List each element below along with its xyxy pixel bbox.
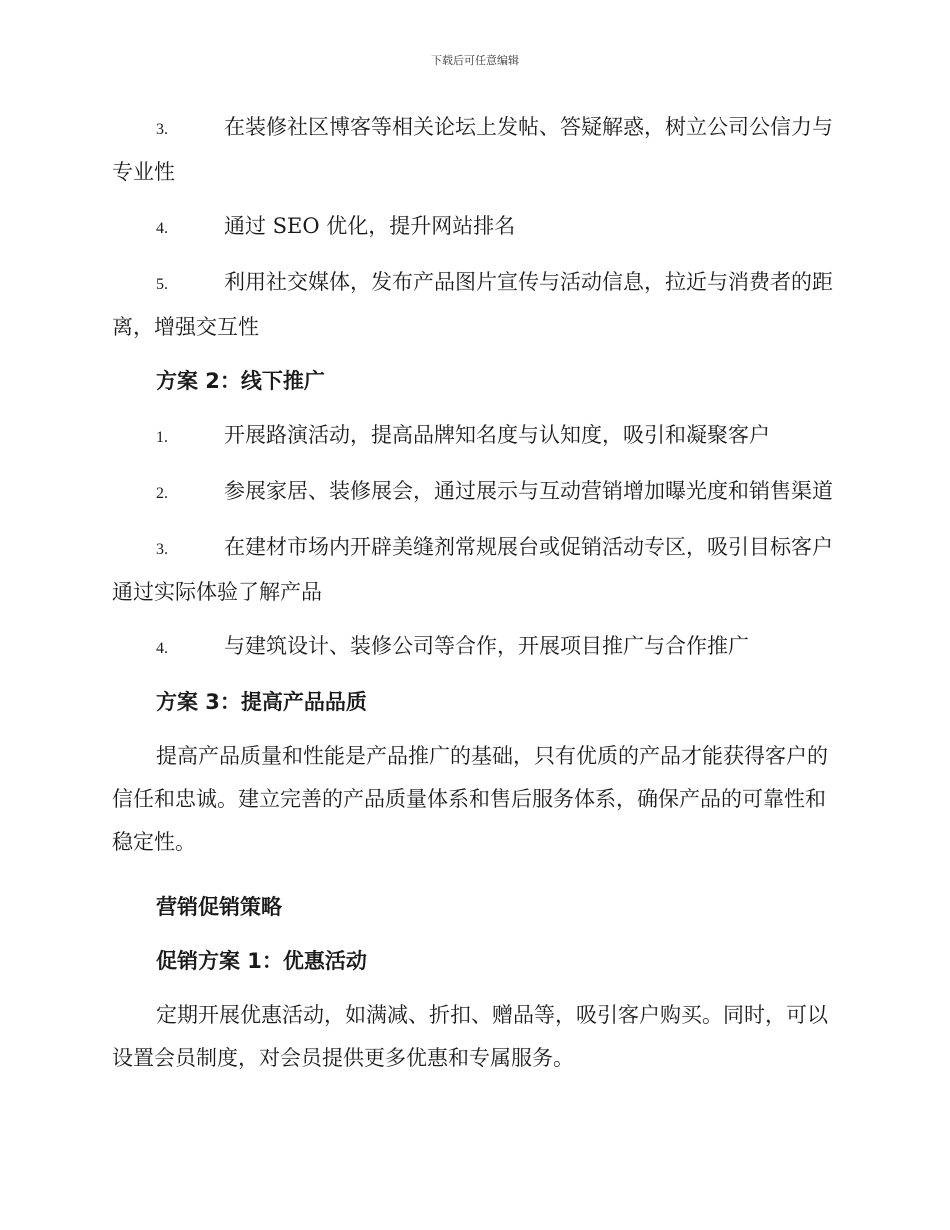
list-item-number: 3. <box>156 121 168 138</box>
list-item-number: 1. <box>156 429 168 446</box>
document-body <box>112 106 834 1091</box>
list-item-number: 4. <box>156 220 168 237</box>
list-item-text: 利用社交媒体，发布产品图片宣传与活动信息，拉近与消费者的距离，增强交互性 <box>112 270 833 339</box>
section-heading-plan-2: 方案 2：线下推广 <box>156 369 325 393</box>
list-item <box>112 526 834 614</box>
list-item-text: 参展家居、装修展会，通过展示与互动营销增加曝光度和销售渠道 <box>224 479 833 503</box>
list-item-text: 与建筑设计、装修公司等合作，开展项目推广与合作推广 <box>224 634 749 658</box>
promotion-plan-1-paragraph: 定期开展优惠活动，如满减、折扣、赠品等，吸引客户购买。同时，可以设置会员制度，对会员提供更多优惠和专属服务。 <box>112 1003 828 1070</box>
list-item-text: 在装修社区博客等相关论坛上发帖、答疑解惑，树立公司公信力与专业性 <box>112 115 833 184</box>
list-item <box>112 261 834 349</box>
page-header: 下载后可任意编辑 <box>431 54 519 67</box>
list-item-text: 开展路演活动，提高品牌知名度与认知度，吸引和凝聚客户 <box>224 423 770 447</box>
list-item-text: 在建材市场内开辟美缝剂常规展台或促销活动专区，吸引目标客户通过实际体验了解产品 <box>112 535 833 604</box>
section-spacer <box>112 875 834 886</box>
section-heading-plan-3: 方案 3：提高产品品质 <box>156 690 367 714</box>
list-item <box>112 625 834 670</box>
list-item-number: 2. <box>156 485 168 502</box>
list-item-number: 5. <box>156 276 168 293</box>
list-item-number: 3. <box>156 541 168 558</box>
section-heading-promotion-plan-1: 促销方案 1：优惠活动 <box>156 949 367 973</box>
list-item <box>112 205 834 250</box>
list-item-text: 通过 SEO 优化，提升网站排名 <box>224 214 516 238</box>
list-item <box>112 106 834 194</box>
plan-3-paragraph: 提高产品质量和性能是产品推广的基础，只有优质的产品才能获得客户的信任和忠诚。建立完善的产品质量体系和售后服务体系，确保产品的可靠性和稳定性。 <box>112 744 828 854</box>
list-item <box>112 470 834 515</box>
section-heading-promotion-strategy: 营销促销策略 <box>156 895 282 919</box>
list-item <box>112 414 834 459</box>
list-item-number: 4. <box>156 640 168 657</box>
